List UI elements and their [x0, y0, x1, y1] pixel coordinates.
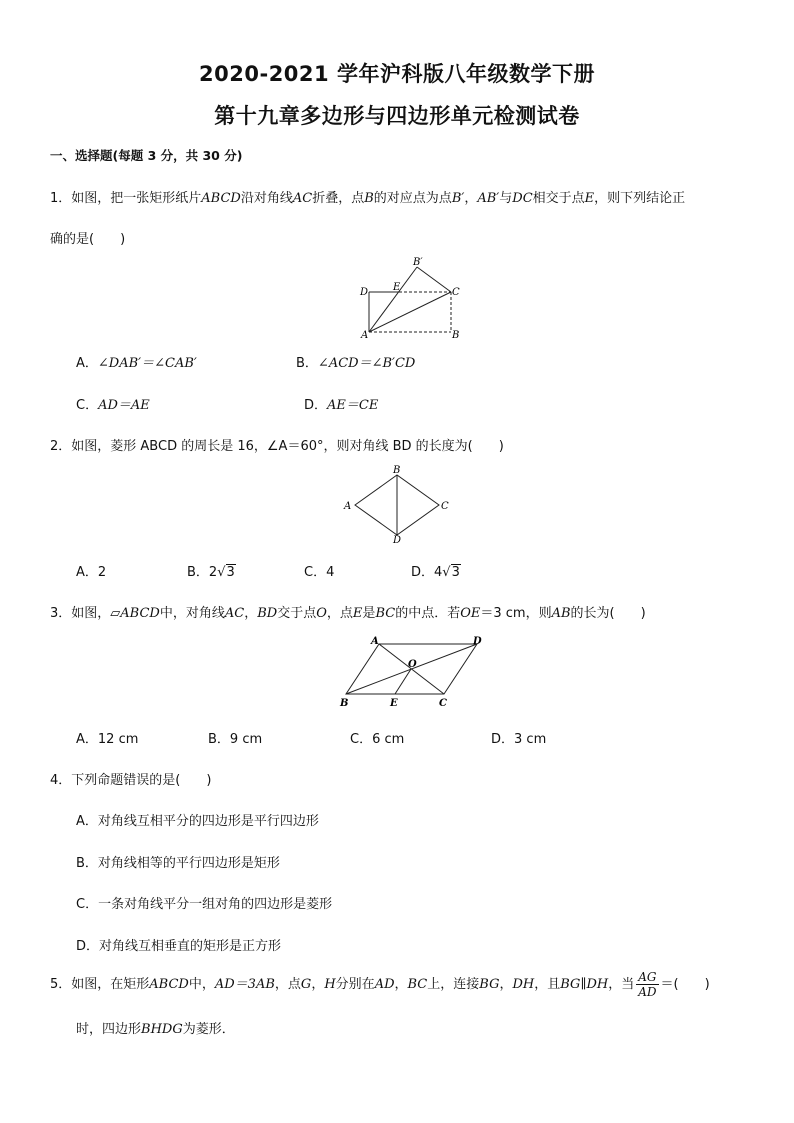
question-1-text-cont: 确的是( ) — [50, 232, 126, 247]
label-e: E — [393, 282, 401, 293]
label-e: E — [390, 698, 398, 709]
q1-option-c[interactable]: C．AD＝AE — [76, 398, 150, 413]
q4-option-b[interactable]: B．对角线相等的平行四边形是矩形 — [76, 856, 280, 871]
label-a: A — [371, 636, 379, 647]
question-4-text: 4．下列命题错误的是( ) — [50, 773, 212, 788]
fraction-ag-over-ad: $\frac{AG}{AD}$ — [638, 970, 657, 999]
label-d: D — [473, 636, 482, 647]
q3-option-d[interactable]: D．3 cm — [491, 732, 547, 747]
label-b: B — [340, 698, 349, 709]
label-d: D — [360, 287, 369, 298]
label-c: C — [452, 287, 460, 298]
question-5-text: 5．如图，在矩形ABCD中，AD＝3AB，点G，H分别在AD，BC上，连接BG，DH，且BG∥DH，当 $\frac{AG}{AD}$ ＝( ) — [50, 970, 710, 999]
q2-option-d[interactable]: D．4√3 — [411, 565, 460, 580]
q1-option-a[interactable]: A．∠DAB′＝∠CAB′ — [76, 356, 197, 371]
q1-option-d[interactable]: D．AE＝CE — [304, 398, 379, 413]
label-c: C — [439, 698, 447, 709]
q2-option-c[interactable]: C．4 — [304, 565, 335, 580]
section-heading: 一、选择题(每题 3 分，共 30 分) — [50, 148, 243, 163]
figure-q2-rhombus — [340, 465, 455, 545]
question-5-text-cont: 时，四边形BHDG为菱形． — [76, 1022, 235, 1037]
page-title-line1: 2020-2021 学年沪科版八年级数学下册 — [199, 62, 595, 86]
label-b: B — [393, 465, 401, 476]
label-o: O — [408, 659, 417, 670]
q4-option-a[interactable]: A．对角线互相平分的四边形是平行四边形 — [76, 814, 319, 829]
figure-q3-parallelogram — [335, 632, 490, 712]
question-3-text: 3．如图，▱ABCD中，对角线AC，BD交于点O，点E是BC的中点．若OE＝3 cm，则AB的长为( ) — [50, 606, 646, 621]
label-b-prime: B′ — [413, 257, 423, 268]
q3-option-a[interactable]: A．12 cm — [76, 732, 139, 747]
q2-option-a[interactable]: A．2 — [76, 565, 107, 580]
label-c: C — [441, 501, 449, 512]
question-2-text: 2．如图，菱形 ABCD 的周长是 16，∠A＝60°，则对角线 BD 的长度为( ) — [50, 439, 504, 454]
page-title-line2: 第十九章多边形与四边形单元检测试卷 — [214, 104, 580, 128]
label-a: A — [361, 330, 369, 340]
q3-option-c[interactable]: C．6 cm — [350, 732, 405, 747]
label-b: B — [452, 330, 460, 340]
label-d: D — [393, 535, 402, 545]
q4-option-d[interactable]: D．对角线互相垂直的矩形是正方形 — [76, 939, 282, 954]
q1-option-b[interactable]: B．∠ACD＝∠B′CD — [296, 356, 416, 371]
q3-option-b[interactable]: B．9 cm — [208, 732, 263, 747]
q2-option-b[interactable]: B．2√3 — [187, 565, 235, 580]
q4-option-c[interactable]: C．一条对角线平分一组对角的四边形是菱形 — [76, 897, 333, 912]
label-a: A — [344, 501, 352, 512]
question-1-text: 1．如图，把一张矩形纸片ABCD沿对角线AC折叠，点B的对应点为点B′，AB′与DC相交于点E，则下列结论正 — [50, 191, 686, 206]
figure-q1-folded-rectangle — [355, 254, 465, 340]
